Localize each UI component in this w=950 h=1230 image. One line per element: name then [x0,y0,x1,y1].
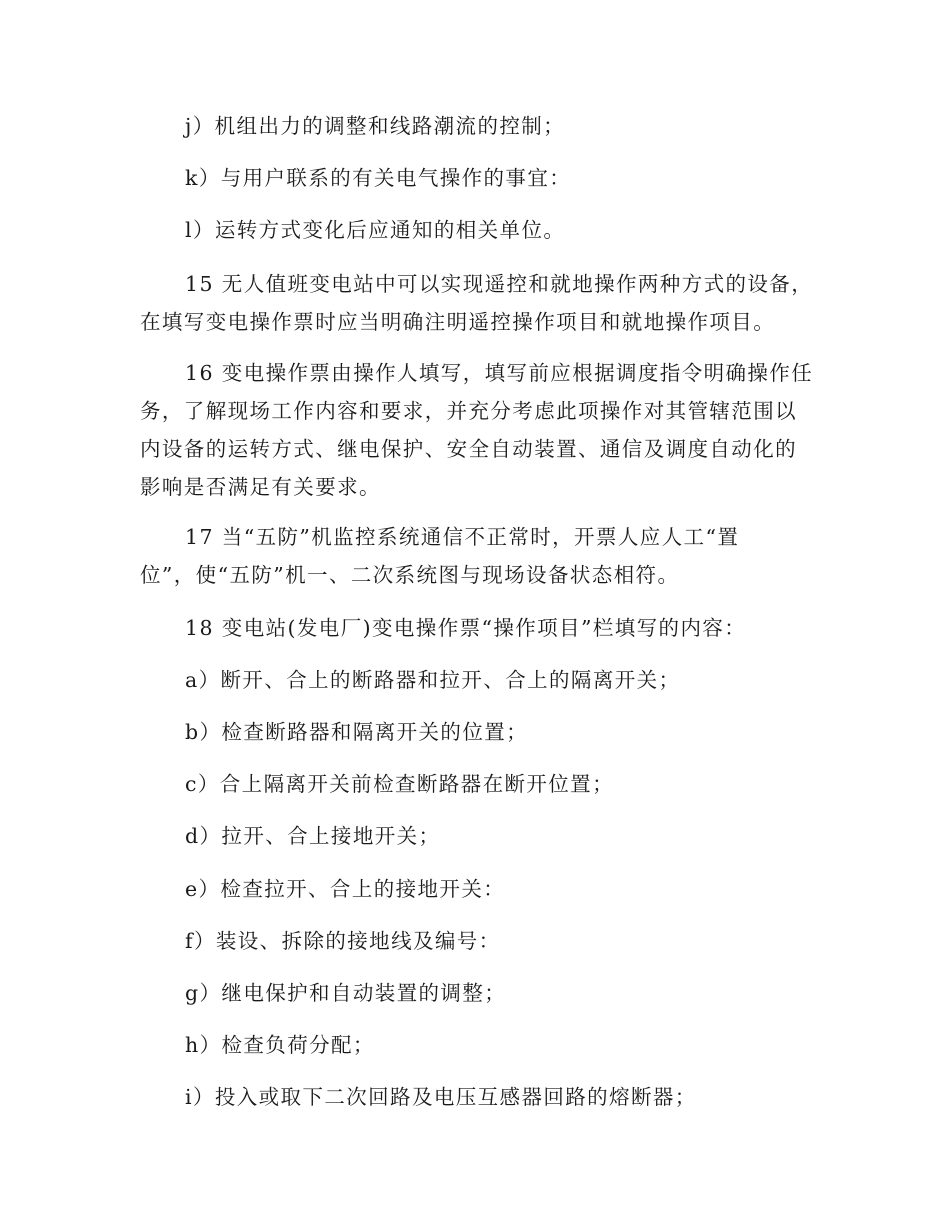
paragraph-line: f）装设、拆除的接地线及编号： [185,929,501,953]
list-item-a [140,661,810,699]
clause-17 [140,518,810,594]
list-item-f [140,922,810,960]
paragraph-line: 位”，使“五防”机一、二次系统图与现场设备状态相符。 [140,563,680,587]
paragraph-line: g）继电保护和自动装置的调整； [185,981,507,1005]
paragraph-line: l）运转方式变化后应通知的相关单位。 [185,218,566,242]
paragraph-line: c）合上隔离开关前检查断路器在断开位置； [185,772,614,796]
paragraph-line: 15 无人值班变电站中可以实现遥控和就地操作两种方式的设备， [185,272,814,296]
list-item-k [140,159,810,197]
list-item-h [140,1026,810,1064]
list-item-c [140,765,810,803]
paragraph-line: i）投入或取下二次回路及电压互感器回路的熔断器； [185,1085,697,1109]
paragraph-line: 内设备的运转方式、继电保护、安全自动装置、通信及调度自动化的 [140,437,797,461]
list-item-e [140,870,810,908]
clause-15 [140,265,814,341]
paragraph-line: j）机组出力的调整和线路潮流的控制； [185,114,566,138]
paragraph-line: 17 当“五防”机监控系统通信不正常时，开票人应人工“置 [185,525,740,549]
paragraph-line: h）检查负荷分配； [185,1033,375,1057]
paragraph-line: a）断开、合上的断路器和拉开、合上的隔离开关； [185,668,681,692]
clause-18 [140,609,810,647]
paragraph-line: 务，了解现场工作内容和要求，并充分考虑此项操作对其管辖范围以 [140,399,797,423]
paragraph-line: 18 变电站(发电厂)变电操作票“操作项目”栏填写的内容： [185,616,747,640]
paragraph-line: b）检查断路器和隔离开关的位置； [185,720,529,744]
clause-16 [140,354,814,506]
list-item-l [140,211,810,249]
paragraph-line: 在填写变电操作票时应当明确注明遥控操作项目和就地操作项目。 [140,310,776,334]
list-item-i [140,1078,810,1116]
paragraph-line: 影响是否满足有关要求。 [140,475,381,499]
list-item-g [140,974,810,1012]
paragraph-line: e）检查拉开、合上的接地开关： [185,877,506,901]
paragraph-line: k）与用户联系的有关电气操作的事宜： [185,166,572,190]
list-item-d [140,817,810,855]
paragraph-line: 16 变电操作票由操作人填写，填写前应根据调度指令明确操作任 [185,361,814,385]
list-item-b [140,713,810,751]
paragraph-line: d）拉开、合上接地开关； [185,824,441,848]
list-item-j [140,107,810,145]
